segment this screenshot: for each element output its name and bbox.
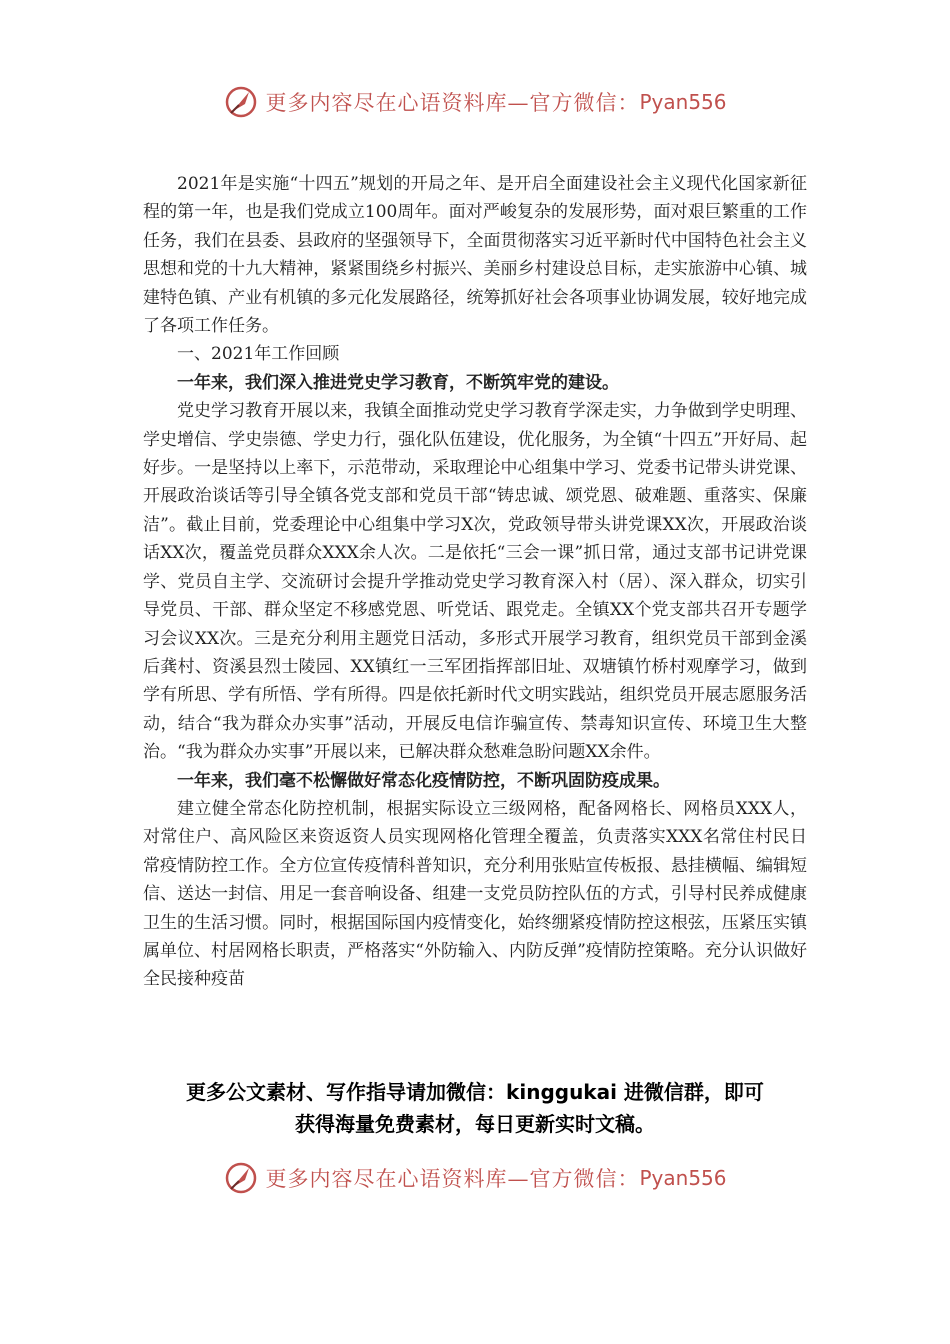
promo-notice: [100, 1076, 850, 1140]
banner-wechat-id: Pyan556: [639, 90, 727, 114]
quill-logo-icon: [223, 1160, 259, 1196]
header-banner: [0, 80, 950, 124]
paragraph-party-history: 党史学习教育开展以来，我镇全面推动党史学习教育学深走实，力争做到学史明理、学史增信、学史崇德、学史力行，强化队伍建设，优化服务，为全镇“十四五”开好局、起好步。一是坚持以上率下，示范带动，采取理论中心组集中学习、党委书记带头讲党课、开展政治谈话等引导全镇各党支部和党员干部“铸忠诚、颂党恩、破难题、重落实、保廉洁”。截止目前，党委理论中心组集中学习X次，党政领导带头讲党课XX次，开展政治谈话XX次，覆盖党员群众XXX余人次。二是依托“三会一课”抓日常，通过支部书记讲党课学、党员自主学、交流研讨会提升学推动党史学习教育深入村（居）、深入群众，切实引导党员、干部、群众坚定不移感党恩、听党话、跟党走。全镇XX个党支部共召开专题学习会议XX次。三是充分利用主题党日活动，多形式开展学习教育，组织党员干部到金溪后龚村、资溪县烈士陵园、XX镇红一三军团指挥部旧址、双塘镇竹桥村观摩学习，做到学有所思、学有所悟、学有所得。四是依托新时代文明实践站，组织党员开展志愿服务活动，结合“我为群众办实事”活动，开展反电信诈骗宣传、禁毒知识宣传、环境卫生大整治。“我为群众办实事”开展以来，已解决群众愁难急盼问题XX余件。: [143, 401, 807, 763]
subheading-epidemic: 一年来，我们毫不松懈做好常态化疫情防控，不断巩固防疫成果。: [177, 770, 670, 791]
document-body: [143, 170, 807, 994]
footer-banner: [0, 1156, 950, 1200]
quill-logo-icon: [223, 84, 259, 120]
promo-line-1: 更多公文素材、写作指导请加微信：kinggukai 进微信群，即可: [186, 1080, 764, 1104]
paragraph-intro: 2021年是实施“十四五”规划的开局之年、是开启全面建设社会主义现代化国家新征程的第一年，也是我们党成立100周年。面对严峻复杂的发展形势，面对艰巨繁重的工作任务，我们在县委、县政府的坚强领导下，全面贯彻落实习近平新时代中国特色社会主义思想和党的十九大精神，紧紧围绕乡村振兴、美丽乡村建设总目标，走实旅游中心镇、城建特色镇、产业有机镇的多元化发展路径，统筹抓好社会各项事业协调发展，较好地完成了各项工作任务。: [143, 174, 807, 337]
banner-text: 更多内容尽在心语资料库—官方微信：: [265, 91, 640, 115]
footer-banner-wechat-id: Pyan556: [639, 1166, 727, 1190]
footer-banner-text: 更多内容尽在心语资料库—官方微信：: [265, 1167, 640, 1191]
paragraph-epidemic: 建立健全常态化防控机制，根据实际设立三级网格，配备网格长、网格员XXX人，对常住户、高风险区来资返资人员实现网格化管理全覆盖，负责落实XXX名常住村民日常疫情防控工作。全方位宣传疫情科普知识，充分利用张贴宣传板报、悬挂横幅、编辑短信、送达一封信、用足一套音响设备、组建一支党员防控队伍的方式，引导村民养成健康卫生的生活习惯。同时，根据国际国内疫情变化，始终绷紧疫情防控这根弦，压紧压实镇属单位、村居网格长职责，严格落实“外防输入、内防反弹”疫情防控策略。充分认识做好全民接种疫苗: [143, 798, 807, 990]
section-heading: 一、2021年工作回顾: [177, 344, 340, 365]
promo-line-2: 获得海量免费素材，每日更新实时文稿。: [295, 1112, 655, 1136]
subheading-party-history: 一年来，我们深入推进党史学习教育，不断筑牢党的建设。: [177, 372, 619, 393]
